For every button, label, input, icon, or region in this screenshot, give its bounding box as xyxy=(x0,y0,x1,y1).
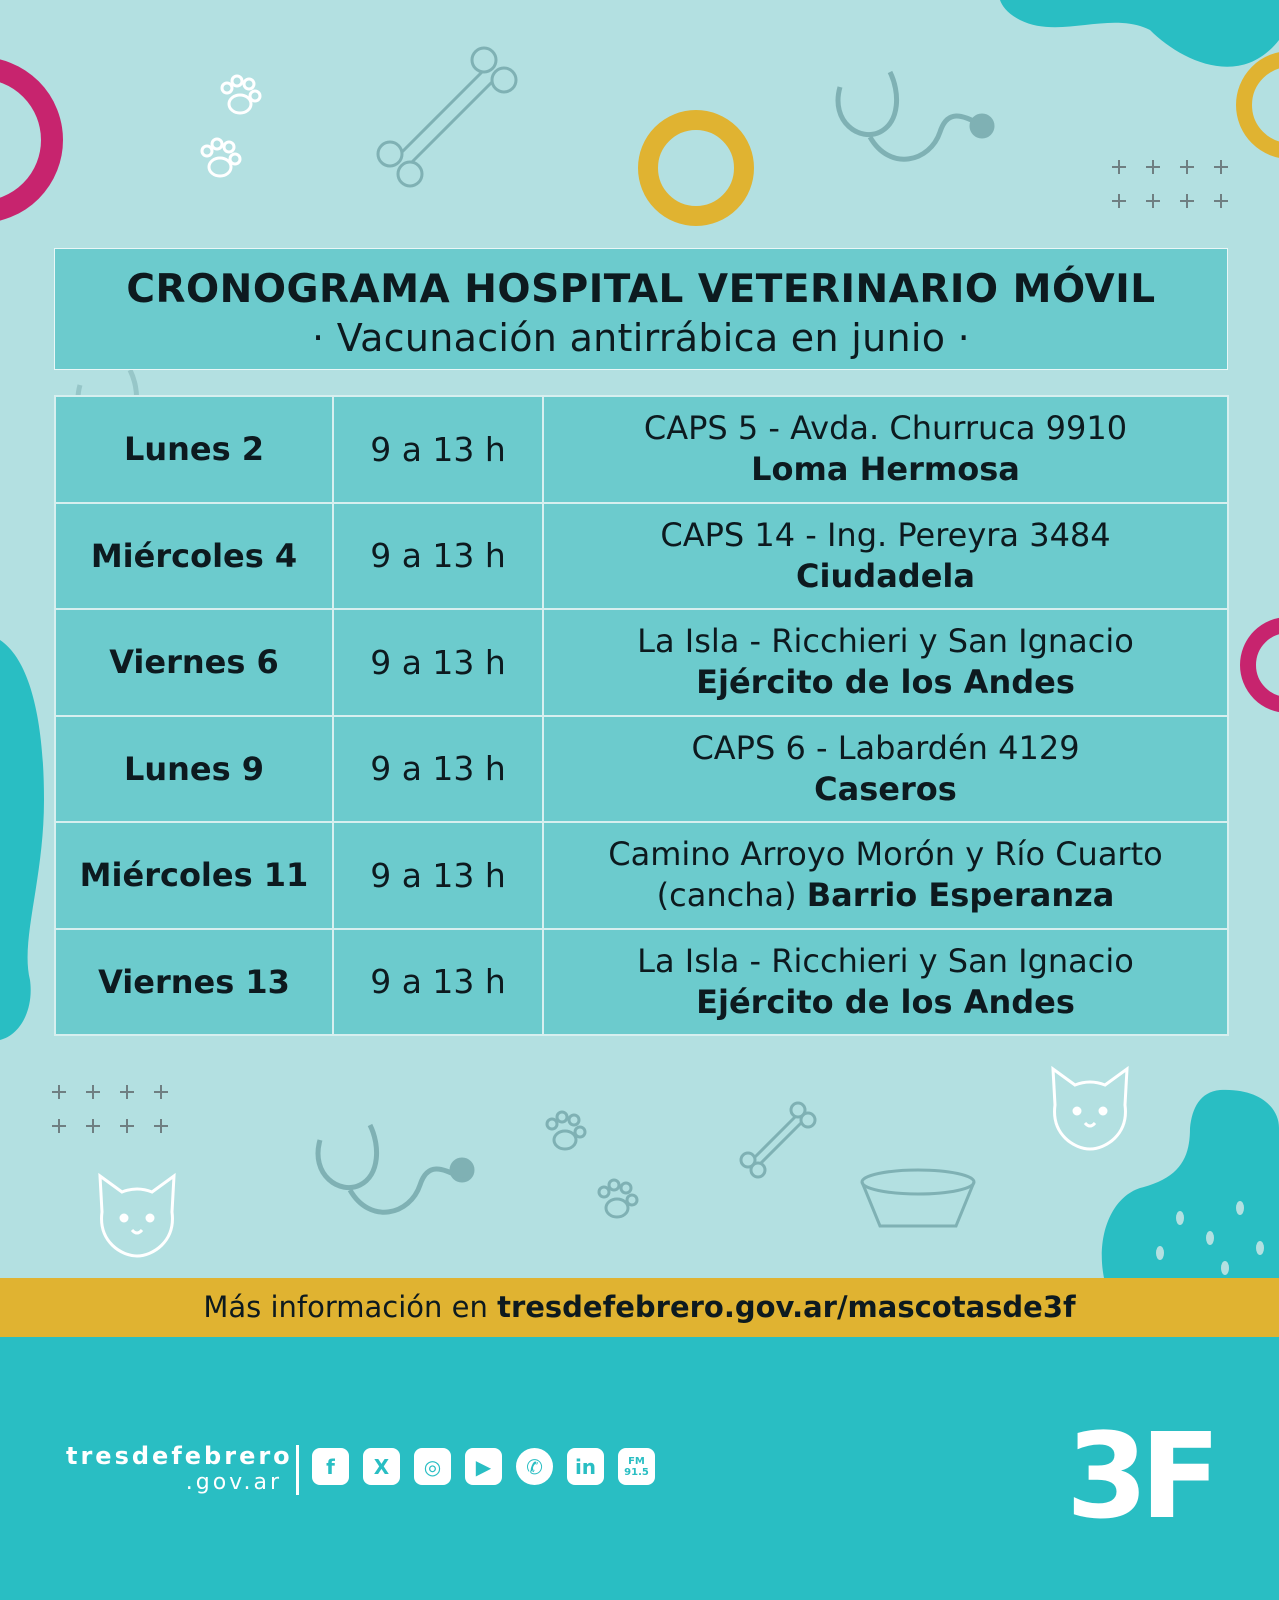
radio-label: FM xyxy=(628,1455,645,1467)
footer xyxy=(0,1337,1279,1600)
instagram-icon[interactable]: ◎ xyxy=(414,1448,451,1485)
plus-grid-icon xyxy=(52,1080,172,1140)
day-cell: Lunes 9 xyxy=(55,716,333,823)
linkedin-icon[interactable]: in xyxy=(567,1448,604,1485)
time-cell: 9 a 13 h xyxy=(333,822,543,929)
time-cell: 9 a 13 h xyxy=(333,396,543,503)
table-row xyxy=(55,609,1228,716)
location-cell xyxy=(543,503,1228,610)
info-bar xyxy=(0,1278,1279,1337)
facebook-icon[interactable]: f xyxy=(312,1448,349,1485)
brand-name: tresdefebrero xyxy=(66,1442,293,1470)
cat-icon xyxy=(1045,1065,1135,1155)
stethoscope-icon xyxy=(830,62,1000,172)
radio-fm-icon[interactable] xyxy=(618,1448,655,1485)
location-address: La Isla - Ricchieri y San Ignacio xyxy=(637,941,1134,980)
location-address: CAPS 5 - Avda. Churruca 9910 xyxy=(643,409,1128,448)
social-links xyxy=(312,1448,655,1490)
teal-blob-left xyxy=(0,640,50,1040)
location-neighborhood: Caseros xyxy=(814,769,957,808)
page-title: CRONOGRAMA HOSPITAL VETERINARIO MÓVIL xyxy=(126,267,1156,312)
whatsapp-icon[interactable]: ✆ xyxy=(516,1448,553,1485)
table-row xyxy=(55,716,1228,823)
location-cell xyxy=(543,822,1228,929)
x-icon[interactable]: X xyxy=(363,1448,400,1485)
footer-divider xyxy=(296,1445,299,1495)
bone-icon xyxy=(738,1100,818,1180)
plus-grid-icon xyxy=(1112,155,1232,215)
bone-icon xyxy=(372,42,522,192)
paw-icon xyxy=(215,72,265,122)
table-row xyxy=(55,396,1228,503)
magenta-ring-right xyxy=(1238,610,1279,720)
day-cell: Lunes 2 xyxy=(55,396,333,503)
time-cell: 9 a 13 h xyxy=(333,929,543,1036)
magenta-ring-top-left xyxy=(0,40,80,240)
location-prefix: (cancha) xyxy=(656,876,807,915)
time-cell: 9 a 13 h xyxy=(333,716,543,823)
location-neighborhood: Ejército de los Andes xyxy=(696,982,1075,1021)
3f-logo: 3F xyxy=(1066,1407,1213,1545)
pet-bowl-icon xyxy=(858,1168,978,1238)
day-cell: Miércoles 11 xyxy=(55,822,333,929)
day-cell: Viernes 13 xyxy=(55,929,333,1036)
day-cell: Miércoles 4 xyxy=(55,503,333,610)
paw-icon xyxy=(195,135,245,185)
radio-frequency: 91.5 xyxy=(624,1466,649,1478)
schedule-table xyxy=(54,395,1229,1036)
location-neighborhood: Ciudadela xyxy=(796,556,975,595)
location-address: La Isla - Ricchieri y San Ignacio xyxy=(637,622,1134,661)
youtube-icon[interactable]: ▶ xyxy=(465,1448,502,1485)
time-cell: 9 a 13 h xyxy=(333,609,543,716)
brand-domain: .gov.ar xyxy=(185,1470,282,1495)
info-prefix: Más información en xyxy=(203,1290,498,1324)
location-neighborhood: Ejército de los Andes xyxy=(696,663,1075,702)
time-cell: 9 a 13 h xyxy=(333,503,543,610)
yellow-ring-center xyxy=(636,108,756,228)
location-cell xyxy=(543,929,1228,1036)
location-address: Camino Arroyo Morón y Río Cuarto xyxy=(608,835,1163,874)
table-row xyxy=(55,822,1228,929)
paw-icon xyxy=(540,1108,590,1158)
location-neighborhood: Loma Hermosa xyxy=(751,450,1020,489)
page-subtitle: · Vacunación antirrábica en junio · xyxy=(311,316,971,360)
location-address: CAPS 14 - Ing. Pereyra 3484 xyxy=(660,515,1111,554)
stethoscope-icon xyxy=(310,1115,480,1225)
location-neighborhood: Barrio Esperanza xyxy=(806,876,1115,915)
location-cell xyxy=(543,609,1228,716)
info-link[interactable]: tresdefebrero.gov.ar/mascotasde3f xyxy=(497,1290,1076,1324)
title-box xyxy=(54,248,1228,370)
location-cell xyxy=(543,716,1228,823)
day-cell: Viernes 6 xyxy=(55,609,333,716)
paw-icon xyxy=(592,1176,642,1226)
table-row xyxy=(55,503,1228,610)
table-row xyxy=(55,929,1228,1036)
yellow-ring-top-right xyxy=(1230,40,1279,180)
cat-icon xyxy=(92,1172,182,1262)
location-address: CAPS 6 - Labardén 4129 xyxy=(691,728,1080,767)
location-cell xyxy=(543,396,1228,503)
brand-wordmark[interactable] xyxy=(66,1442,293,1495)
